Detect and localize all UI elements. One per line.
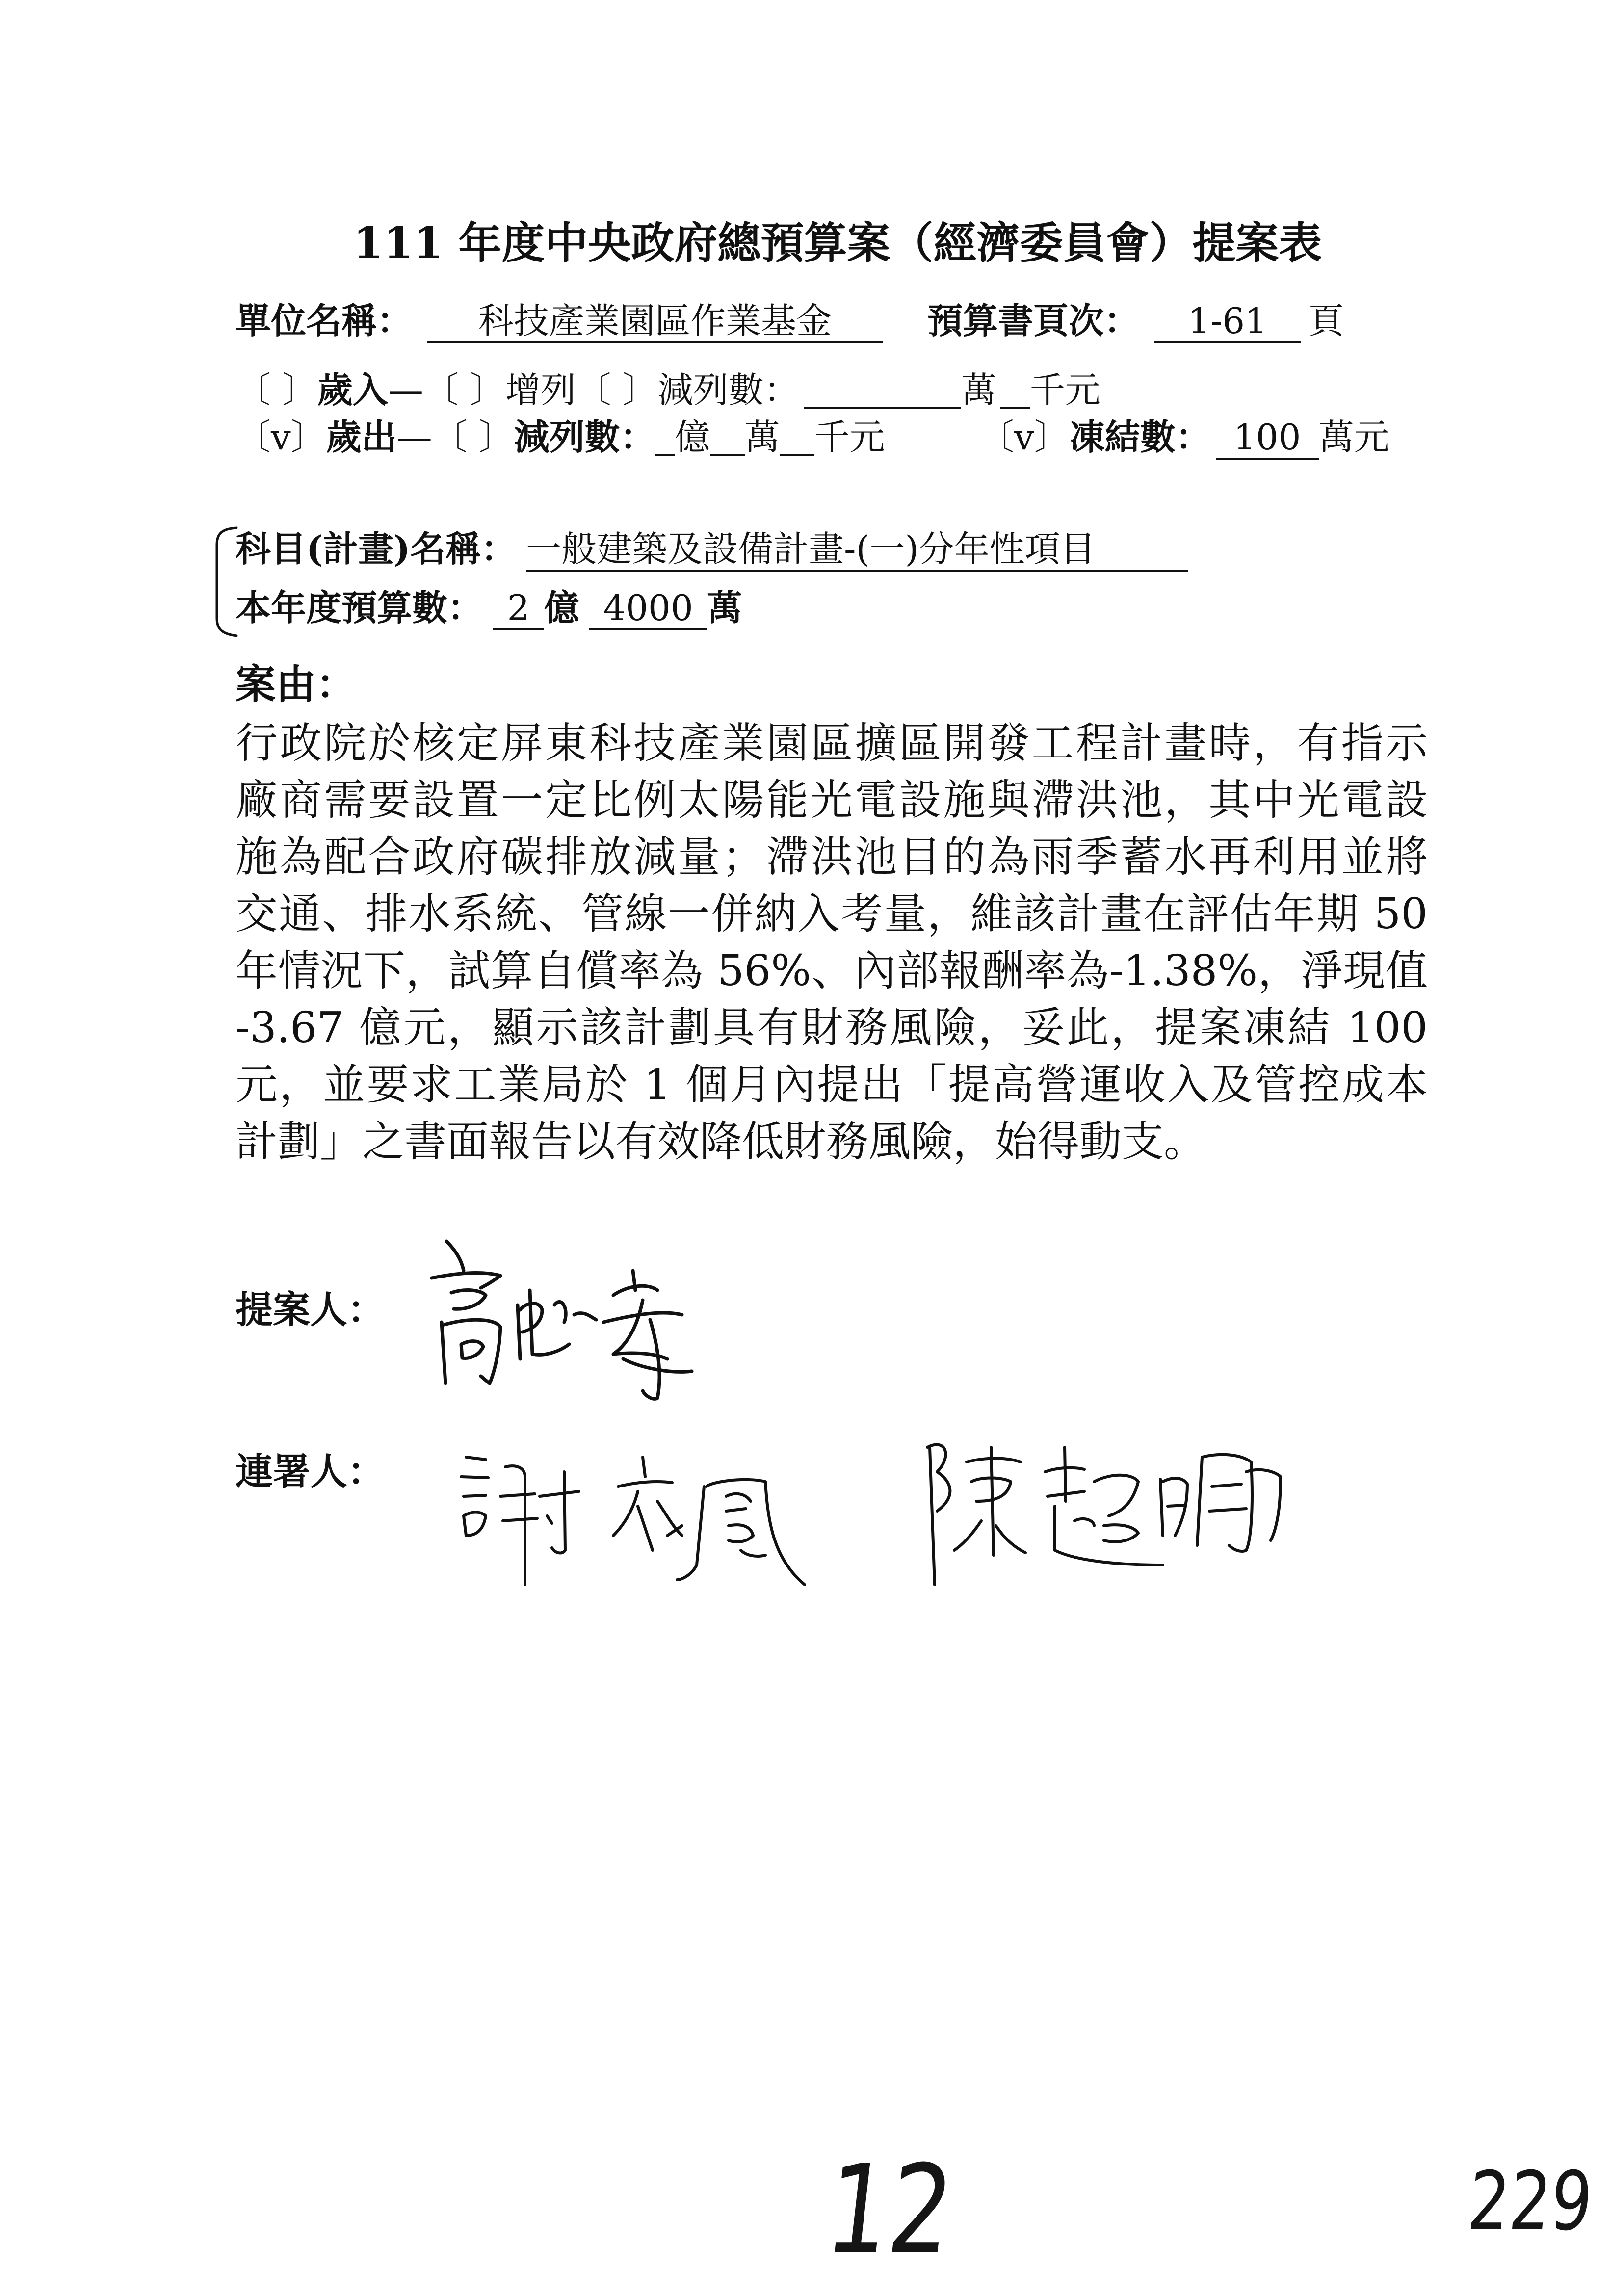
proposer-signature bbox=[427, 1236, 707, 1408]
subject-label: 科目(計畫)名稱： bbox=[236, 528, 517, 570]
unit-row bbox=[236, 299, 1344, 343]
expenditure-row bbox=[236, 415, 885, 459]
subject-row bbox=[236, 527, 1188, 571]
revenue-qian-blank bbox=[1000, 407, 1030, 409]
revenue-row bbox=[236, 368, 1100, 412]
reason-line: 元，並要求工業局於 1 個月內提出「提高營運收入及管控成本 bbox=[236, 1060, 1428, 1109]
expenditure-checkbox: 〔v〕 bbox=[236, 417, 326, 458]
cosigner-signature-1 bbox=[451, 1437, 834, 1604]
reason-line: 施為配合政府碳排放減量；滯洪池目的為雨季蓄水再利用並將 bbox=[236, 833, 1428, 882]
budget-page-value: 1-61 bbox=[1154, 300, 1301, 343]
reason-line: 交通、排水系統、管線一併納入考量，維該計畫在評估年期 50 bbox=[236, 889, 1428, 939]
reason-paragraph bbox=[236, 715, 1428, 1170]
annual-budget-yi-unit: 億 bbox=[544, 587, 580, 628]
freeze-label: 凍結數： bbox=[1069, 416, 1211, 458]
freeze-group bbox=[979, 415, 1389, 459]
budget-page-label: 預算書頁次： bbox=[927, 300, 1140, 341]
annual-budget-label: 本年度預算數： bbox=[236, 587, 483, 628]
expenditure-yi-blank bbox=[655, 454, 675, 456]
revenue-label: 歲入 bbox=[317, 369, 388, 411]
expenditure-wan-unit: 萬 bbox=[744, 417, 780, 458]
budget-page-suffix: 頁 bbox=[1309, 300, 1344, 341]
annual-budget-wan-value: 4000 bbox=[589, 587, 707, 630]
expenditure-wan-blank bbox=[710, 454, 745, 456]
freeze-value: 100 bbox=[1216, 417, 1319, 460]
handwritten-annotation: 229 bbox=[1465, 2154, 1597, 2248]
revenue-wan-unit: 萬 bbox=[961, 369, 996, 411]
expenditure-qian-unit: 千元 bbox=[814, 417, 885, 458]
freeze-unit: 萬元 bbox=[1318, 417, 1389, 458]
freeze-checkbox: 〔v〕 bbox=[979, 417, 1070, 458]
proposer-label: 提案人： bbox=[236, 1288, 385, 1331]
expenditure-cut-label: 減列數： bbox=[514, 416, 655, 458]
annual-budget-yi-value: 2 bbox=[493, 587, 544, 630]
expenditure-yi-unit: 億 bbox=[675, 417, 710, 458]
unit-name-value: 科技產業園區作業基金 bbox=[427, 300, 883, 343]
annual-budget-row bbox=[236, 586, 742, 630]
revenue-qian-unit: 千元 bbox=[1029, 369, 1100, 411]
expenditure-label: 歲出 bbox=[326, 416, 397, 458]
subject-value: 一般建築及設備計畫-(一)分年性項目 bbox=[526, 528, 1188, 572]
reason-line: 年情況下，試算自償率為 56%、內部報酬率為-1.38%，淨現值 bbox=[236, 946, 1428, 995]
cosigner-label: 連署人： bbox=[236, 1450, 385, 1493]
document-title: 111 年度中央政府總預算案（經濟委員會）提案表 bbox=[353, 217, 1322, 268]
reason-line: -3.67 億元，顯示該計劃具有財務風險，妥此，提案凍結 100 bbox=[236, 1003, 1428, 1052]
expenditure-qian-blank bbox=[780, 454, 814, 456]
revenue-wan-blank bbox=[804, 407, 961, 409]
reason-line: 計劃」之書面報告以有效降低財務風險，始得動支。 bbox=[236, 1117, 1206, 1166]
reason-line: 廠商需要設置一定比例太陽能光電設施與滯洪池，其中光電設 bbox=[236, 776, 1428, 825]
annual-budget-wan-unit: 萬 bbox=[707, 587, 743, 628]
revenue-options: —〔 〕增列〔 〕減列數： bbox=[388, 369, 799, 411]
cosigner-signature-2 bbox=[908, 1428, 1290, 1590]
unit-name-label: 單位名稱： bbox=[236, 300, 413, 341]
reason-line: 行政院於核定屏東科技產業園區擴區開發工程計畫時，有指示 bbox=[236, 719, 1428, 768]
reason-label: 案由： bbox=[236, 661, 357, 708]
expenditure-cut-checkbox: —〔 〕 bbox=[396, 417, 514, 458]
page-number: 12 bbox=[819, 2139, 960, 2281]
revenue-checkbox: 〔 〕 bbox=[236, 369, 317, 411]
